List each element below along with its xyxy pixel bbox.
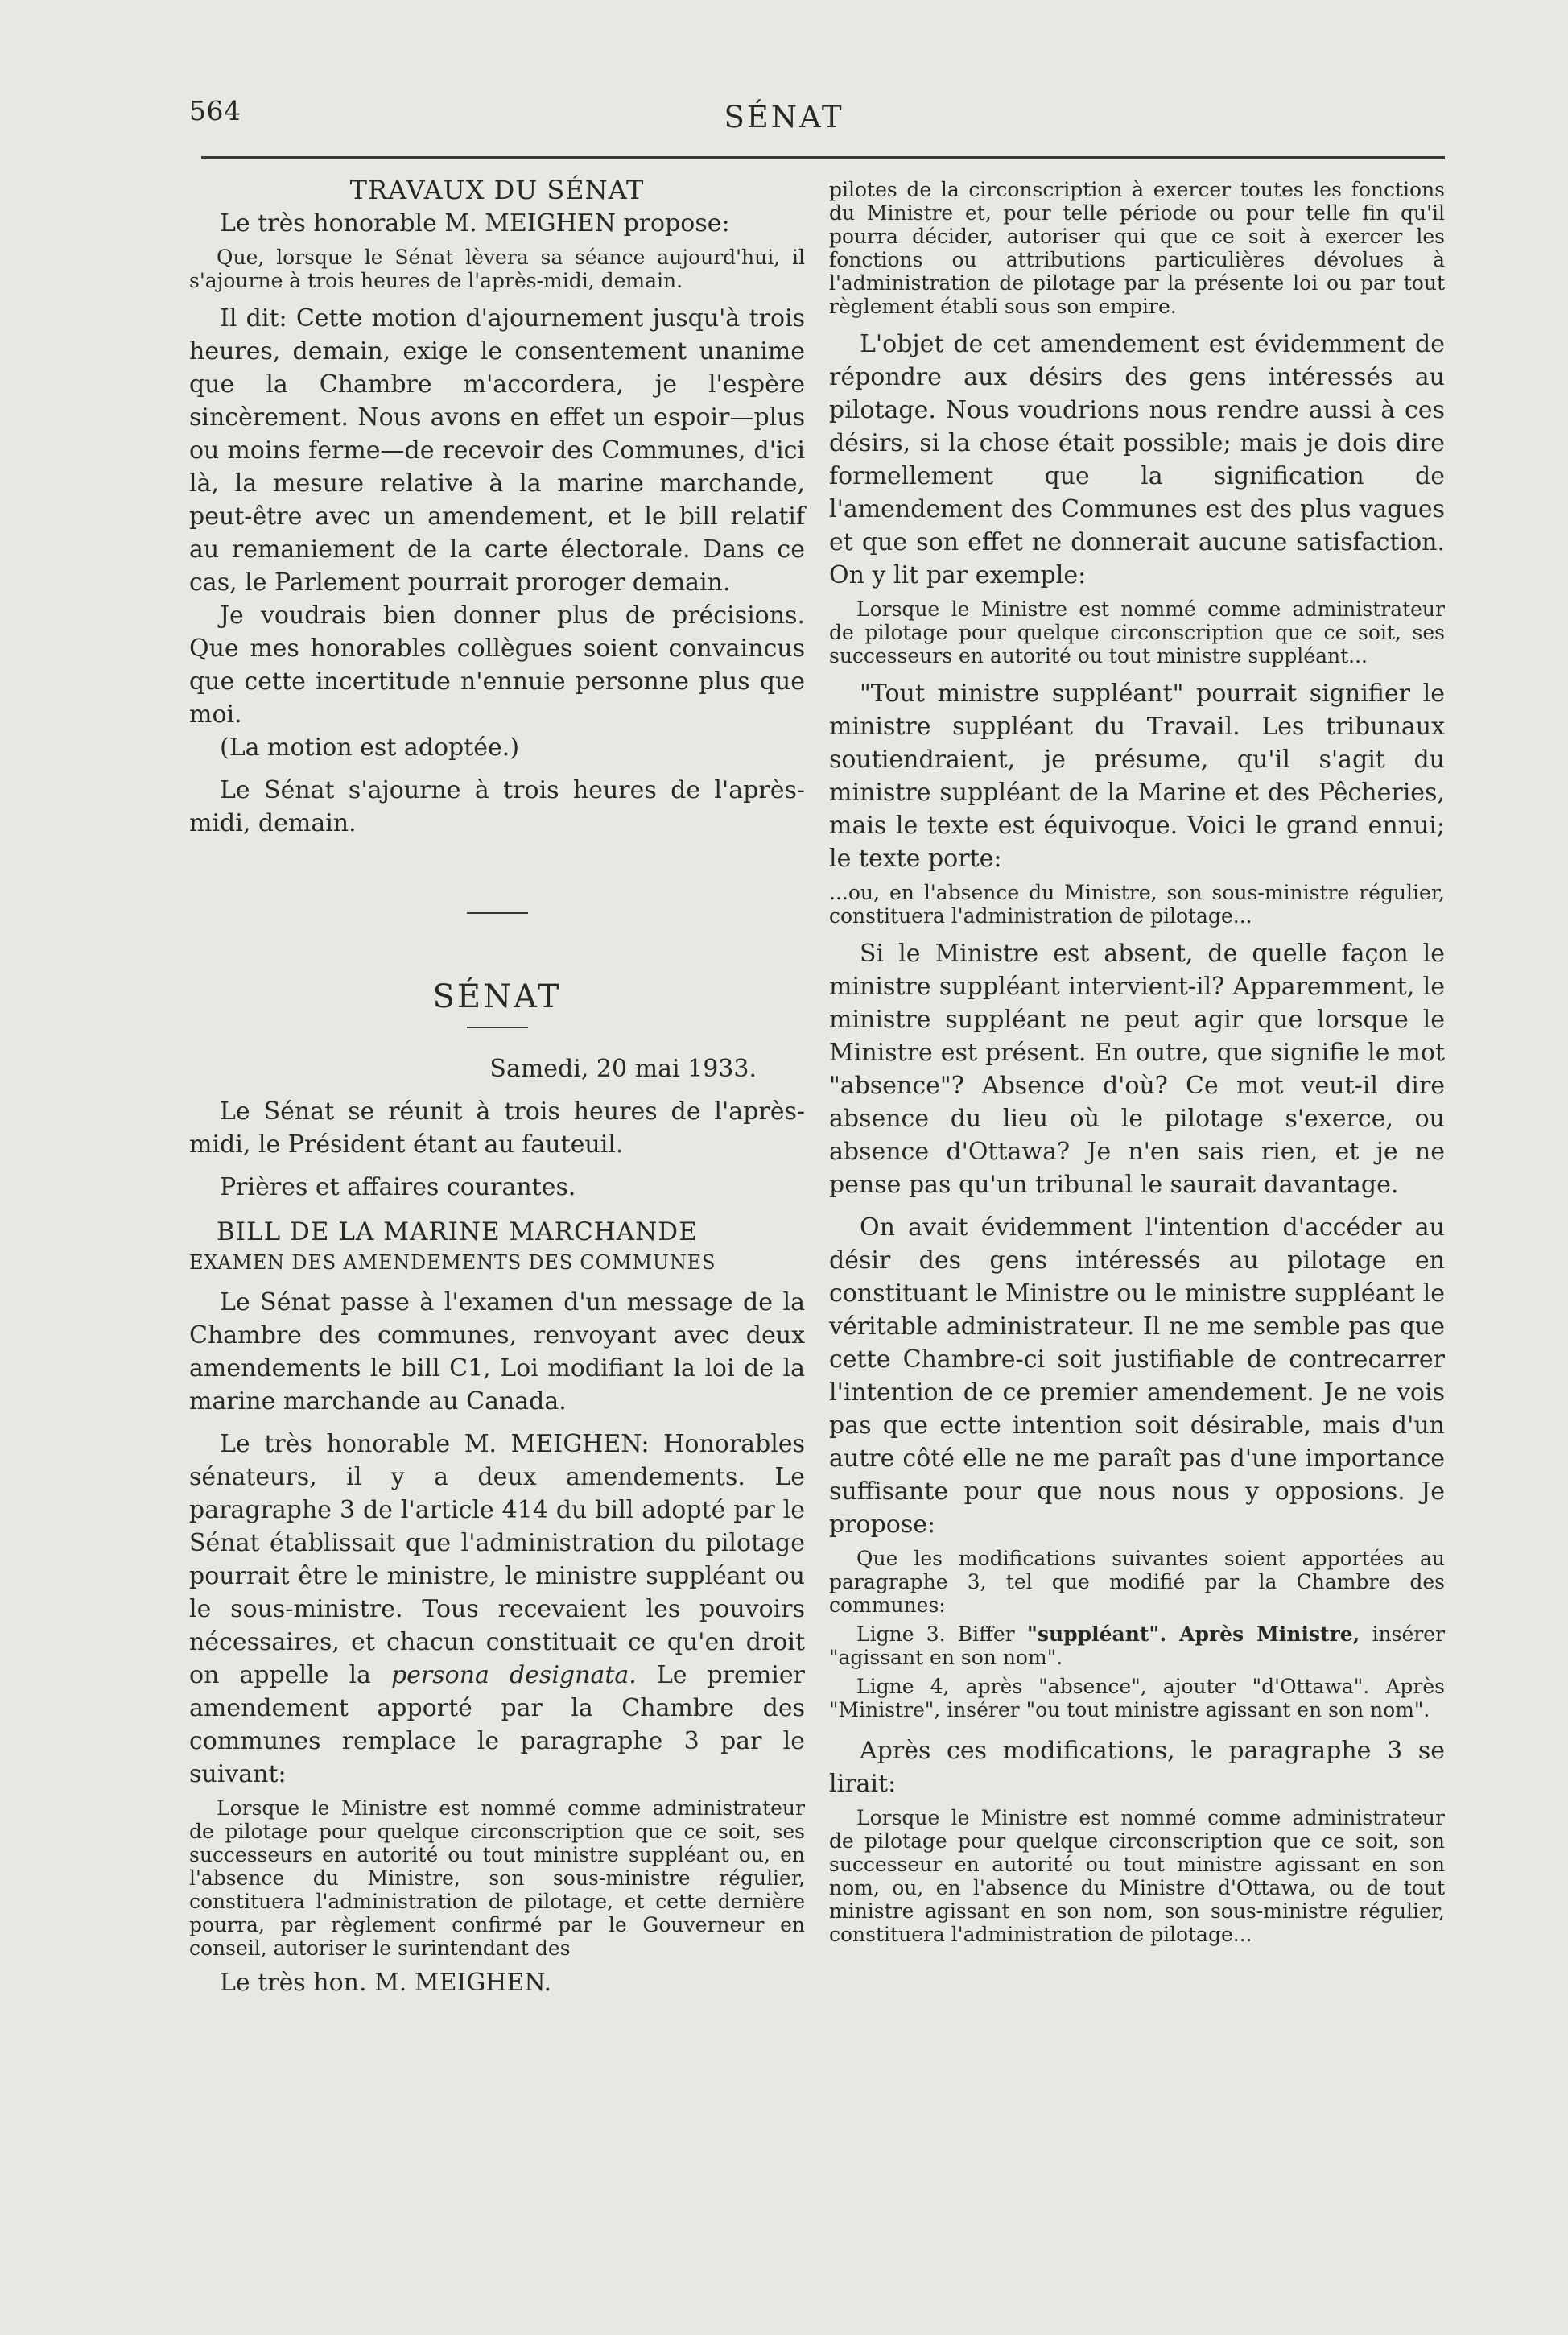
senat-title: SÉNAT bbox=[432, 978, 562, 1015]
paragraph: (La motion est adoptée.) bbox=[220, 734, 520, 762]
spacer bbox=[189, 1028, 805, 1052]
section-heading-travaux: TRAVAUX DU SÉNAT bbox=[349, 175, 645, 205]
paragraph: Le Sénat s'ajourne à trois heures de l'après-midi, demain. bbox=[189, 776, 805, 837]
paragraph: Le Sénat passe à l'examen d'un message de la Chambre des communes, renvoyant avec deux amendements le bill C1, Loi modifiant la loi de la marine marchande au Canada. bbox=[189, 1288, 805, 1415]
latin-term: persona designata. bbox=[390, 1661, 637, 1689]
paragraph-text: Le premier amendement apporté par la Chambre des communes remplace le paragraphe 3 par le suivant: bbox=[189, 1661, 805, 1788]
paragraph: Après ces modifications, le paragraphe 3 se lirait: bbox=[829, 1737, 1445, 1798]
spacer bbox=[189, 1017, 805, 1027]
bill-subheading: EXAMEN DES AMENDEMENTS DES COMMUNES bbox=[189, 1251, 716, 1274]
left-column bbox=[189, 173, 805, 1999]
bill-heading: BILL DE LA MARINE MARCHANDE bbox=[217, 1217, 698, 1246]
paragraph: Il dit: Cette motion d'ajournement jusqu'à trois heures, demain, exige le consentement unanime que la Chambre m'accordera, je l'espère sincèrement. Nous avons en effet un espoir—plus ou moins ferme—de recevoir des Communes, d'ici là, la mesure relative à la marine marchande, peut-être avec un amendement, et le bill relatif au remaniement de la carte électorale. Dans ce cas, le Parlement pourrait proroger demain. bbox=[189, 304, 805, 597]
quoted-text: ...ou, en l'absence du Ministre, son sous-ministre régulier, constituera l'administration de pilotage... bbox=[829, 881, 1445, 928]
sitting-date: Samedi, 20 mai 1933. bbox=[489, 1055, 757, 1083]
paragraph: Je voudrais bien donner plus de précisions. Que mes honorables collègues soient convaincus que cette incertitude n'ennuie personne plus que moi. bbox=[189, 601, 805, 729]
paragraph: Le très honorable M. MEIGHEN propose: bbox=[220, 209, 730, 238]
change-text: insérer "agissant en son nom". bbox=[829, 1622, 1445, 1669]
change-text-bold: "suppléant". Après Ministre, bbox=[1026, 1622, 1360, 1646]
proposed-change bbox=[829, 1622, 1445, 1669]
column-footer: Le très hon. M. MEIGHEN. bbox=[220, 1969, 552, 1997]
change-text: Ligne 3. Biffer bbox=[856, 1622, 1027, 1646]
paragraph: Si le Ministre est absent, de quelle façon le ministre suppléant intervient-il? Apparemment, le ministre suppléant ne peut agir que lorsque le Ministre est présent. En outre, que signifie le mot "absence"? Absence d'où? Ce mot veut-il dire absence du lieu où le pilotage s'exerce, ou absence d'Ottawa? Je n'en sais rien, et je ne pense pas qu'un tribunal le saurait davantage. bbox=[829, 940, 1445, 1199]
quoted-amendment: Lorsque le Ministre est nommé comme administrateur de pilotage pour quelque circonscription que ce soit, ses successeurs en autorité ou tout ministre suppléant ou, en l'absence du Ministre, son sous-ministre régulier, constituera l'administration de pilotage, et cette dernière pourra, par règlement confirmé par le Gouverneur en conseil, autoriser le surintendant des bbox=[189, 1796, 805, 1960]
proposed-change: Ligne 4, après "absence", ajouter "d'Ottawa". Après "Ministre", insérer "ou tout ministre agissant en son nom". bbox=[829, 1675, 1445, 1721]
quoted-result: Lorsque le Ministre est nommé comme administrateur de pilotage pour quelque circonscription que ce soit, son successeur en autorité ou tout ministre agissant en son nom, ou, en l'absence du Ministre d'Ottawa, ou de tout ministre agissant en son nom, son sous-ministre régulier, constituera l'administration de pilotage... bbox=[829, 1806, 1445, 1946]
paragraph: "Tout ministre suppléant" pourrait signifier le ministre suppléant du Travail. Les tribunaux soutiendraient, je présume, qu'il s'agit du ministre suppléant de la Marine et des Pêcheries, mais le texte est équivoque. Voici le grand ennui; le texte porte: bbox=[829, 680, 1445, 873]
right-column bbox=[829, 173, 1445, 1946]
paragraph: Le Sénat se réunit à trois heures de l'après-midi, le Président étant au fauteuil. bbox=[189, 1097, 805, 1159]
quoted-amendment-continued: pilotes de la circonscription à exercer toutes les fonctions du Ministre et, pour telle période ou pour telle fin qu'il pourra décider, autoriser qui que ce soit à exercer les fonctions ou attributions particulières dévolues à l'administration de pilotage par la présente loi ou par tout règlement établi sous son empire. bbox=[829, 178, 1445, 318]
spacer bbox=[189, 840, 805, 912]
quoted-motion: Que, lorsque le Sénat lèvera sa séance aujourd'hui, il s'ajourne à trois heures de l'après-midi, demain. bbox=[189, 246, 805, 292]
proposed-motion: Que les modifications suivantes soient apportées au paragraphe 3, tel que modifié par la Chambre des communes: bbox=[829, 1547, 1445, 1617]
page-number: 564 bbox=[189, 95, 241, 126]
spacer bbox=[189, 914, 805, 977]
paragraph: L'objet de cet amendement est évidemment de répondre aux désirs des gens intéressés au pilotage. Nous voudrions nous rendre aussi à ces désirs, si la chose était possible; mais je dois dire formellement que la signification de l'amendement des Communes est des plus vagues et que son effet ne donnerait aucune satisfaction. On y lit par exemple: bbox=[829, 330, 1445, 589]
running-title: SÉNAT bbox=[724, 100, 844, 134]
paragraph: Prières et affaires courantes. bbox=[220, 1173, 576, 1201]
quoted-text: Lorsque le Ministre est nommé comme administrateur de pilotage pour quelque circonscription que ce soit, ses successeurs en autorité ou tout ministre suppléant... bbox=[829, 597, 1445, 667]
header-rule bbox=[201, 156, 1445, 159]
paragraph-text: Le très honorable M. MEIGHEN: Honorables sénateurs, il y a deux amendements. Le paragraphe 3 de l'article 414 du bill adopté par le Sénat établissait que l'administration du pilotage pourrait être le ministre, le ministre suppléant ou le sous-ministre. Tous recevaient les pouvoirs nécessaires, et chacun constituait ce qu'en droit on appelle la bbox=[189, 1430, 805, 1689]
paragraph bbox=[189, 1428, 805, 1791]
paragraph: On avait évidemment l'intention d'accéder au désir des gens intéressés au pilotage en constituant le Ministre ou le ministre suppléant le véritable administrateur. Il ne me semble pas que cette Chambre-ci soit justifiable de contrecarrer l'intention de ce premier amendement. Je ne vois pas que ectte intention soit désirable, mais d'un autre côté elle ne me paraît pas d'une importance suffisante pour que nous nous y opposions. Je propose: bbox=[829, 1213, 1445, 1539]
